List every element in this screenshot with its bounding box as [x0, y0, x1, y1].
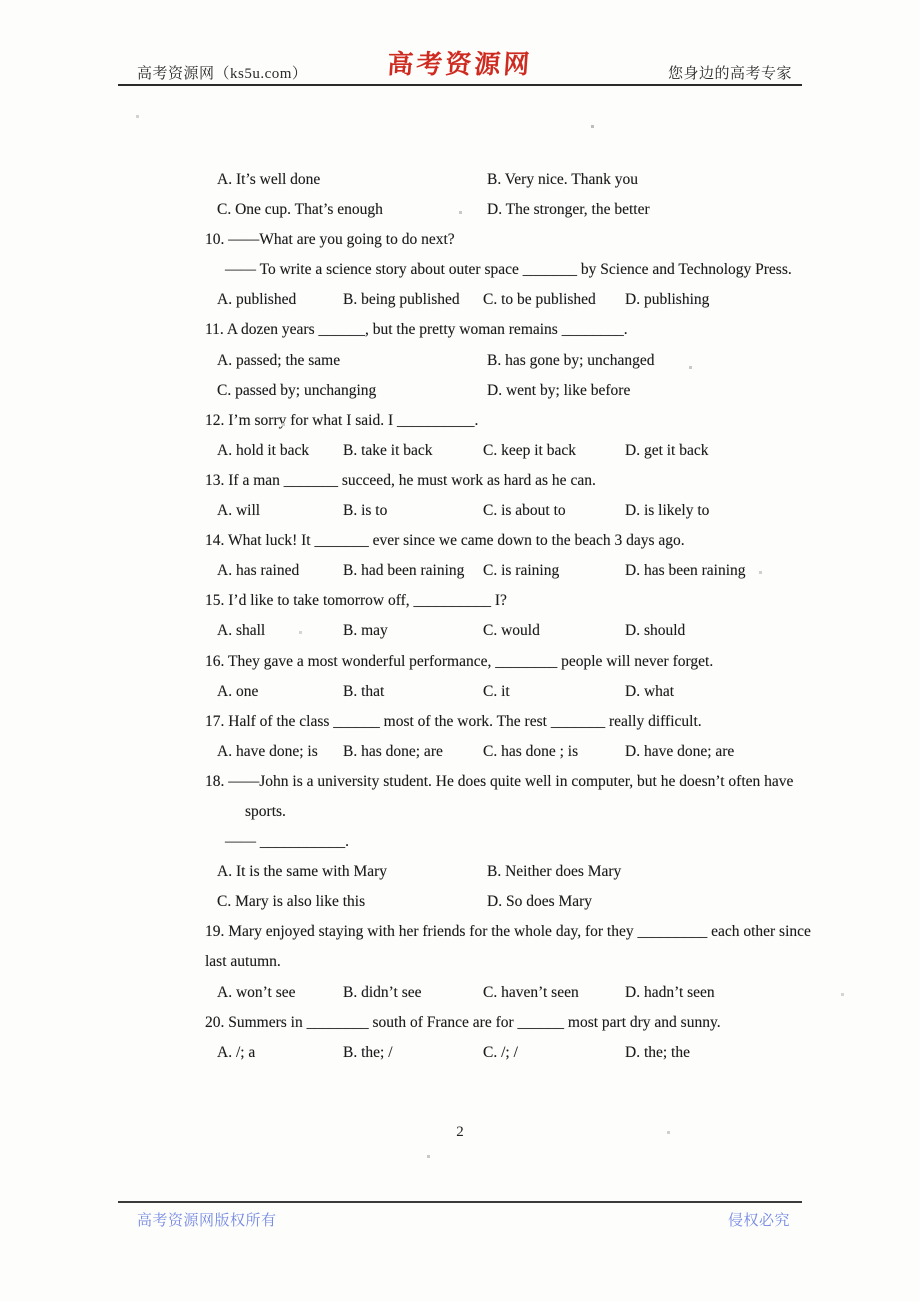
option-a: A. It’s well done	[217, 171, 321, 188]
option-d: D. publishing	[625, 291, 710, 309]
option-c: C. keep it back	[483, 441, 576, 459]
option-a: A. will	[217, 502, 261, 520]
option-b: B. the; /	[343, 1043, 393, 1061]
option-a: A. published	[217, 291, 297, 309]
option-b: B. may	[343, 622, 388, 640]
option-row	[0, 677, 920, 707]
option-d: D. get it back	[625, 441, 709, 459]
option-row	[0, 1038, 920, 1068]
option-b: B. that	[343, 682, 385, 700]
rights-warning-text: 侵权必究	[727, 1213, 790, 1229]
option-a: A. /; a	[217, 1043, 256, 1061]
option-d: D. what	[625, 682, 675, 700]
option-a: C. Mary is also like this	[217, 893, 366, 911]
site-name: 高考资源网（ks5u.com）	[137, 66, 308, 82]
option-b: B. Neither does Mary	[487, 863, 622, 881]
option-row	[0, 556, 920, 586]
option-row	[0, 496, 920, 526]
option-c: C. it	[483, 682, 510, 700]
option-row	[0, 165, 920, 195]
option-row	[0, 346, 920, 376]
option-row	[0, 887, 920, 917]
question-stem: last autumn.	[205, 953, 281, 971]
option-a: A. one	[217, 682, 259, 700]
question-stem: 15. I’d like to take tomorrow off, __________ I?	[205, 592, 507, 610]
option-b: B. has gone by; unchanged	[487, 351, 655, 369]
option-c: C. to be published	[483, 291, 596, 309]
option-row	[0, 376, 920, 406]
option-row	[0, 857, 920, 887]
option-d: D. is likely to	[625, 502, 710, 520]
option-b: D. So does Mary	[487, 893, 593, 911]
question-stem: 10. ——What are you going to do next?	[205, 231, 455, 249]
option-c: C. is raining	[483, 562, 560, 580]
page-number: 2	[456, 1124, 464, 1140]
question-stem: 19. Mary enjoyed staying with her friends for the whole day, for they _________ each other since	[205, 923, 811, 941]
option-row	[0, 737, 920, 767]
option-b: B. didn’t see	[343, 983, 422, 1001]
header-rule	[118, 84, 802, 86]
question-stem: 14. What luck! It _______ ever since we came down to the beach 3 days ago.	[205, 532, 685, 550]
option-d: D. has been raining	[625, 562, 746, 580]
scan-artifacts	[0, 0, 1, 1]
question-stem: 18. ——John is a university student. He does quite well in computer, but he doesn’t often have	[205, 772, 794, 790]
option-b: B. take it back	[343, 441, 433, 459]
option-b: B. being published	[343, 291, 460, 309]
site-tagline: 您身边的高考专家	[667, 66, 792, 82]
option-c: C. would	[483, 622, 540, 640]
option-row	[0, 436, 920, 466]
question-stem-continuation: sports.	[245, 802, 286, 820]
option-d: D. the; the	[625, 1043, 690, 1061]
option-b: B. has done; are	[343, 742, 443, 760]
question-stem: 13. If a man _______ succeed, he must work as hard as he can.	[205, 471, 596, 489]
option-d: D. have done; are	[625, 742, 735, 760]
site-logo: 高考资源网	[386, 50, 534, 79]
option-d: D. hadn’t seen	[625, 983, 715, 1001]
question-stem: 12. I’m sorry for what I said. I __________.	[205, 411, 479, 429]
footer-rule	[118, 1201, 802, 1203]
option-a: A. won’t see	[217, 983, 296, 1001]
option-a: A. have done; is	[217, 742, 318, 760]
option-d: D. should	[625, 622, 686, 640]
question-stem: 20. Summers in ________ south of France are for ______ most part dry and sunny.	[205, 1013, 721, 1031]
option-a: A. has rained	[217, 562, 300, 580]
option-a: A. shall	[217, 622, 266, 640]
option-b: B. is to	[343, 502, 388, 520]
option-row	[0, 195, 920, 225]
option-a: C. passed by; unchanging	[217, 381, 377, 399]
option-a: C. One cup. That’s enough	[217, 201, 383, 219]
option-a: A. hold it back	[217, 441, 310, 459]
question-stem-continuation: —— ___________.	[225, 833, 349, 851]
exam-questions	[0, 165, 920, 1068]
option-a: A. It is the same with Mary	[217, 863, 388, 881]
option-c: C. /; /	[483, 1043, 518, 1061]
option-row	[0, 285, 920, 315]
option-row	[0, 978, 920, 1008]
question-stem: 17. Half of the class ______ most of the work. The rest _______ really difficult.	[205, 712, 702, 730]
option-b: D. went by; like before	[487, 381, 631, 399]
option-b: D. The stronger, the better	[487, 201, 650, 219]
question-stem: 11. A dozen years ______, but the pretty woman remains ________.	[205, 321, 628, 339]
option-row	[0, 616, 920, 646]
copyright-text: 高考资源网版权所有	[137, 1213, 277, 1229]
option-b: B. Very nice. Thank you	[487, 171, 638, 188]
option-b: B. had been raining	[343, 562, 465, 580]
question-stem-continuation: —— To write a science story about outer space _______ by Science and Technology Press.	[225, 261, 792, 279]
question-stem: 16. They gave a most wonderful performance, ________ people will never forget.	[205, 652, 714, 670]
option-c: C. haven’t seen	[483, 983, 579, 1001]
option-c: C. is about to	[483, 502, 566, 520]
option-a: A. passed; the same	[217, 351, 341, 369]
option-c: C. has done ; is	[483, 742, 579, 760]
